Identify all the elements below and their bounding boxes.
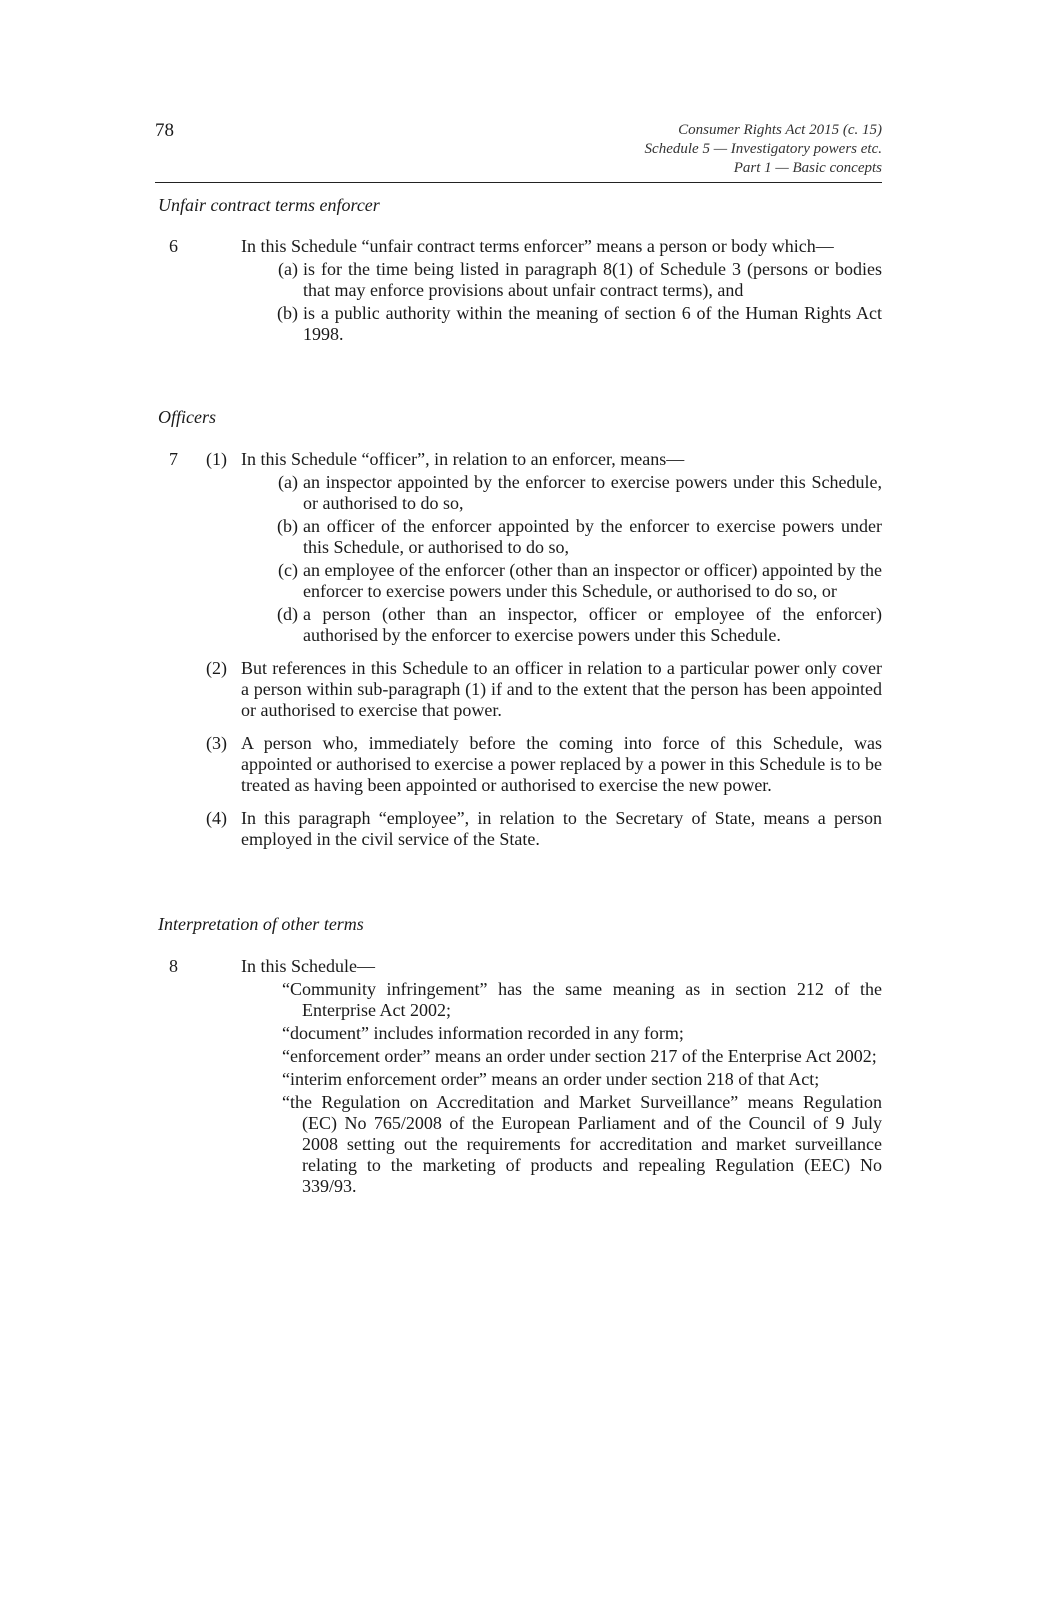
list-item-text: an employee of the enforcer (other than an inspector or officer) appointed by the enforcer to exercise powers under this Schedule, or authorised to do so, or [303,560,882,601]
subparagraph-number: (3) [206,733,227,753]
list-item-label: (b) [277,303,298,323]
list-item-text: an inspector appointed by the enforcer to exercise powers under this Schedule, or authorised to do so, [303,472,882,513]
paragraph-intro: In this Schedule “unfair contract terms enforcer” means a person or body which— [241,236,834,256]
subparagraph-number: (1) [206,449,227,469]
list-item-text: is a public authority within the meaning of section 6 of the Human Rights Act 1998. [303,303,882,344]
definition-item: “document” includes information recorded in any form; [282,1023,684,1043]
paragraph-intro: In this Schedule— [241,956,375,976]
list-item [155,560,882,602]
list-item [155,259,882,301]
definition-item: “the Regulation on Accreditation and Market Surveillance” means Regulation (EC) No 765/2008 of the European Parliament and of the Council of 9 July 2008 setting out the requirements for accreditation and market surveillance relating to the marketing of products and repealing Regulation (EEC) No 339/93. [282,1092,882,1196]
list-item [155,472,882,514]
subparagraph-number: (4) [206,808,227,828]
header-rule [155,182,882,183]
section-heading-interpretation: Interpretation of other terms [158,914,364,934]
subparagraph [155,808,882,850]
definition-item: “interim enforcement order” means an order under section 218 of that Act; [282,1069,820,1089]
paragraph-number: 7 [169,449,178,469]
section-heading-officers: Officers [158,407,216,427]
subparagraph [155,733,882,796]
list-item-label: (a) [278,259,298,279]
list-item-text: an officer of the enforcer appointed by the enforcer to exercise powers under this Schedule, or authorised to do so, [303,516,882,557]
subparagraph [155,658,882,721]
paragraph-number: 8 [169,956,178,976]
paragraph-intro: In this Schedule “officer”, in relation to an enforcer, means— [241,449,685,469]
subparagraph-text: In this paragraph “employee”, in relation to the Secretary of State, means a person employed in the civil service of the State. [241,808,882,849]
definition-item: “enforcement order” means an order under section 217 of the Enterprise Act 2002; [282,1046,877,1066]
subparagraph-text: But references in this Schedule to an officer in relation to a particular power only cover a person within sub-paragraph (1) if and to the extent that the person has been appointed or authorised to exercise that power. [241,658,882,720]
list-item-text: is for the time being listed in paragraph 8(1) of Schedule 3 (persons or bodies that may enforce provisions about unfair contract terms), and [303,259,882,300]
list-item-text: a person (other than an inspector, officer or employee of the enforcer) authorised by the enforcer to exercise powers under this Schedule. [303,604,882,645]
section-heading-unfair-contract-terms-enforcer: Unfair contract terms enforcer [158,195,380,215]
running-head-schedule: Schedule 5 — Investigatory powers etc. [644,141,882,157]
running-head-act: Consumer Rights Act 2015 (c. 15) [678,122,882,138]
running-head [645,121,882,178]
subparagraph-text: A person who, immediately before the coming into force of this Schedule, was appointed or authorised to exercise a power replaced by a power in this Schedule is to be treated as having been appointed or authorised to exercise the new power. [241,733,882,795]
page-number: 78 [155,120,174,141]
list-item [155,516,882,558]
subparagraph-number: (2) [206,658,227,678]
running-head-part: Part 1 — Basic concepts [733,160,882,176]
paragraph-7 [155,449,882,850]
list-item [155,303,882,345]
list-item [155,604,882,646]
paragraph-8 [155,956,882,1197]
list-item-label: (c) [278,560,298,580]
definition-item: “Community infringement” has the same meaning as in section 212 of the Enterprise Act 2002; [282,979,882,1020]
paragraph-number: 6 [169,236,178,256]
list-item-label: (b) [277,516,298,536]
paragraph-6 [155,236,882,345]
list-item-label: (a) [278,472,298,492]
list-item-label: (d) [277,604,298,624]
